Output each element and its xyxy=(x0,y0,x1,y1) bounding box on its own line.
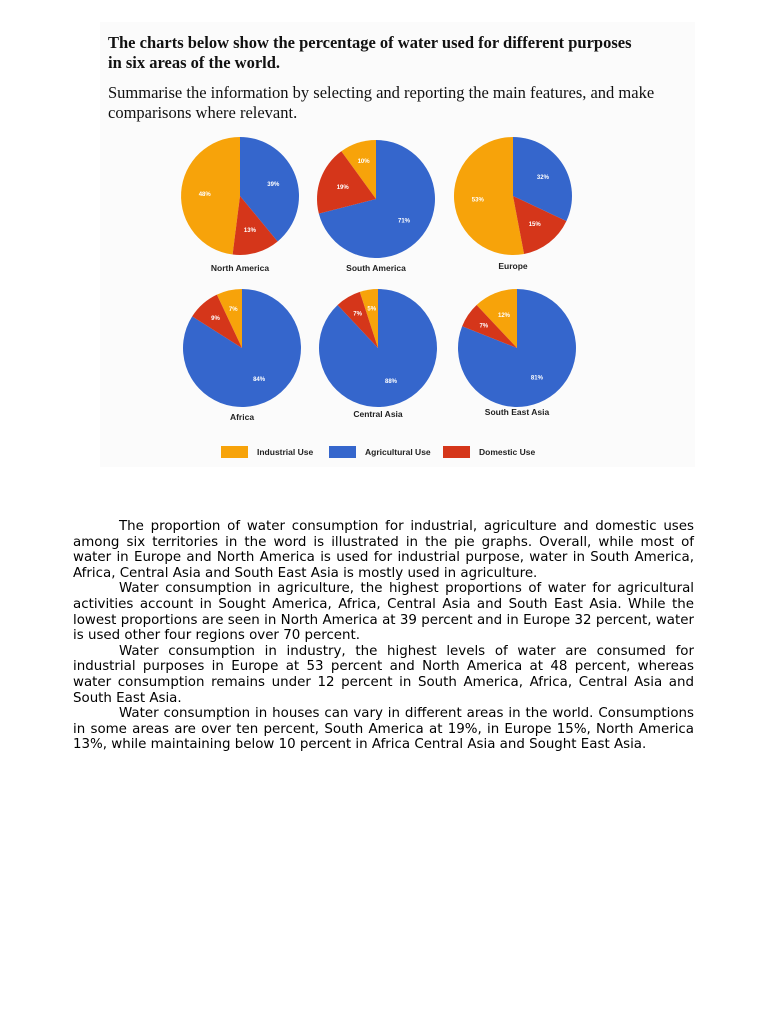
industrial-percent-label: 48% xyxy=(198,191,211,198)
industrial-percent-label: 5% xyxy=(367,306,377,313)
pie-north-america xyxy=(181,137,299,273)
domestic-percent-label: 15% xyxy=(528,222,541,228)
legend xyxy=(221,446,535,458)
agricultural-percent-label: 32% xyxy=(536,175,549,181)
agricultural-percent-label: 84% xyxy=(253,377,266,383)
pie-south-america xyxy=(317,140,435,273)
pie-central-asia xyxy=(319,289,437,419)
region-name: Central Asia xyxy=(353,409,403,419)
domestic-percent-label: 7% xyxy=(479,323,489,330)
industrial-legend-label: Industrial Use xyxy=(257,447,314,457)
task-title: The charts below show the percentage of water used for different purposes in six areas of the world. xyxy=(108,33,632,72)
essay-paragraph-3: Water consumption in industry, the highest levels of water are consumed for industrial purposes in Europe at 53 percent and North America at 48 percent, whereas water consumption remains under 12 percent in South America, Africa, Central Asia and South East Asia. xyxy=(73,643,694,706)
pie-europe xyxy=(454,137,572,271)
agricultural-legend-swatch xyxy=(329,446,356,458)
agricultural-percent-label: 39% xyxy=(267,182,280,188)
essay-paragraph-2: Water consumption in agriculture, the highest proportions of water for agricultural activities account in Sought America, Africa, Central Asia and South East Asia. While the lowest proportions are seen in North America at 39 percent and in Europe 32 percent, water is used other four regions over 70 percent. xyxy=(73,581,694,644)
industrial-percent-label: 53% xyxy=(471,197,484,204)
region-name: North America xyxy=(210,263,270,273)
industrial-legend-swatch xyxy=(221,446,248,458)
domestic-percent-label: 9% xyxy=(211,315,220,322)
pie-africa xyxy=(183,289,301,422)
domestic-legend-swatch xyxy=(443,446,470,458)
domestic-percent-label: 13% xyxy=(243,228,256,234)
task-instruction: Summarise the information by selecting and reporting the main features, and make comparisons where relevant. xyxy=(108,83,655,122)
pie-south-east-asia xyxy=(458,289,576,417)
region-name: South America xyxy=(346,263,406,273)
industrial-percent-label: 10% xyxy=(357,158,370,165)
pie-charts xyxy=(100,22,695,467)
agricultural-percent-label: 81% xyxy=(530,375,543,382)
essay-paragraph-1: The proportion of water consumption for industrial, agriculture and domestic uses among six territories in the word is illustrated in the pie graphs. Overall, while most of water in Europe and North America is used for industrial purpose, water in South America, Africa, Central Asia and South East Asia is mostly used in agriculture. xyxy=(73,519,694,581)
industrial-percent-label: 7% xyxy=(228,306,238,313)
agricultural-percent-label: 71% xyxy=(397,218,411,225)
domestic-percent-label: 7% xyxy=(353,311,362,318)
industrial-percent-label: 12% xyxy=(497,313,511,320)
chart-figure xyxy=(100,22,695,467)
region-name: South East Asia xyxy=(484,407,550,417)
region-name: Europe xyxy=(498,261,528,271)
agricultural-percent-label: 88% xyxy=(384,378,398,385)
domestic-percent-label: 19% xyxy=(336,185,349,191)
agricultural-legend-label: Agricultural Use xyxy=(365,447,431,457)
essay-paragraph-4: Water consumption in houses can vary in different areas in the world. Consumptions in some areas are over ten percent, South America at 19%, in Europe 15%, North America 13%, while maintaining below 10 percent in Africa Central Asia and Sought East Asia. xyxy=(73,706,694,753)
essay xyxy=(73,519,694,753)
domestic-legend-label: Domestic Use xyxy=(479,447,536,457)
region-name: Africa xyxy=(229,412,255,422)
